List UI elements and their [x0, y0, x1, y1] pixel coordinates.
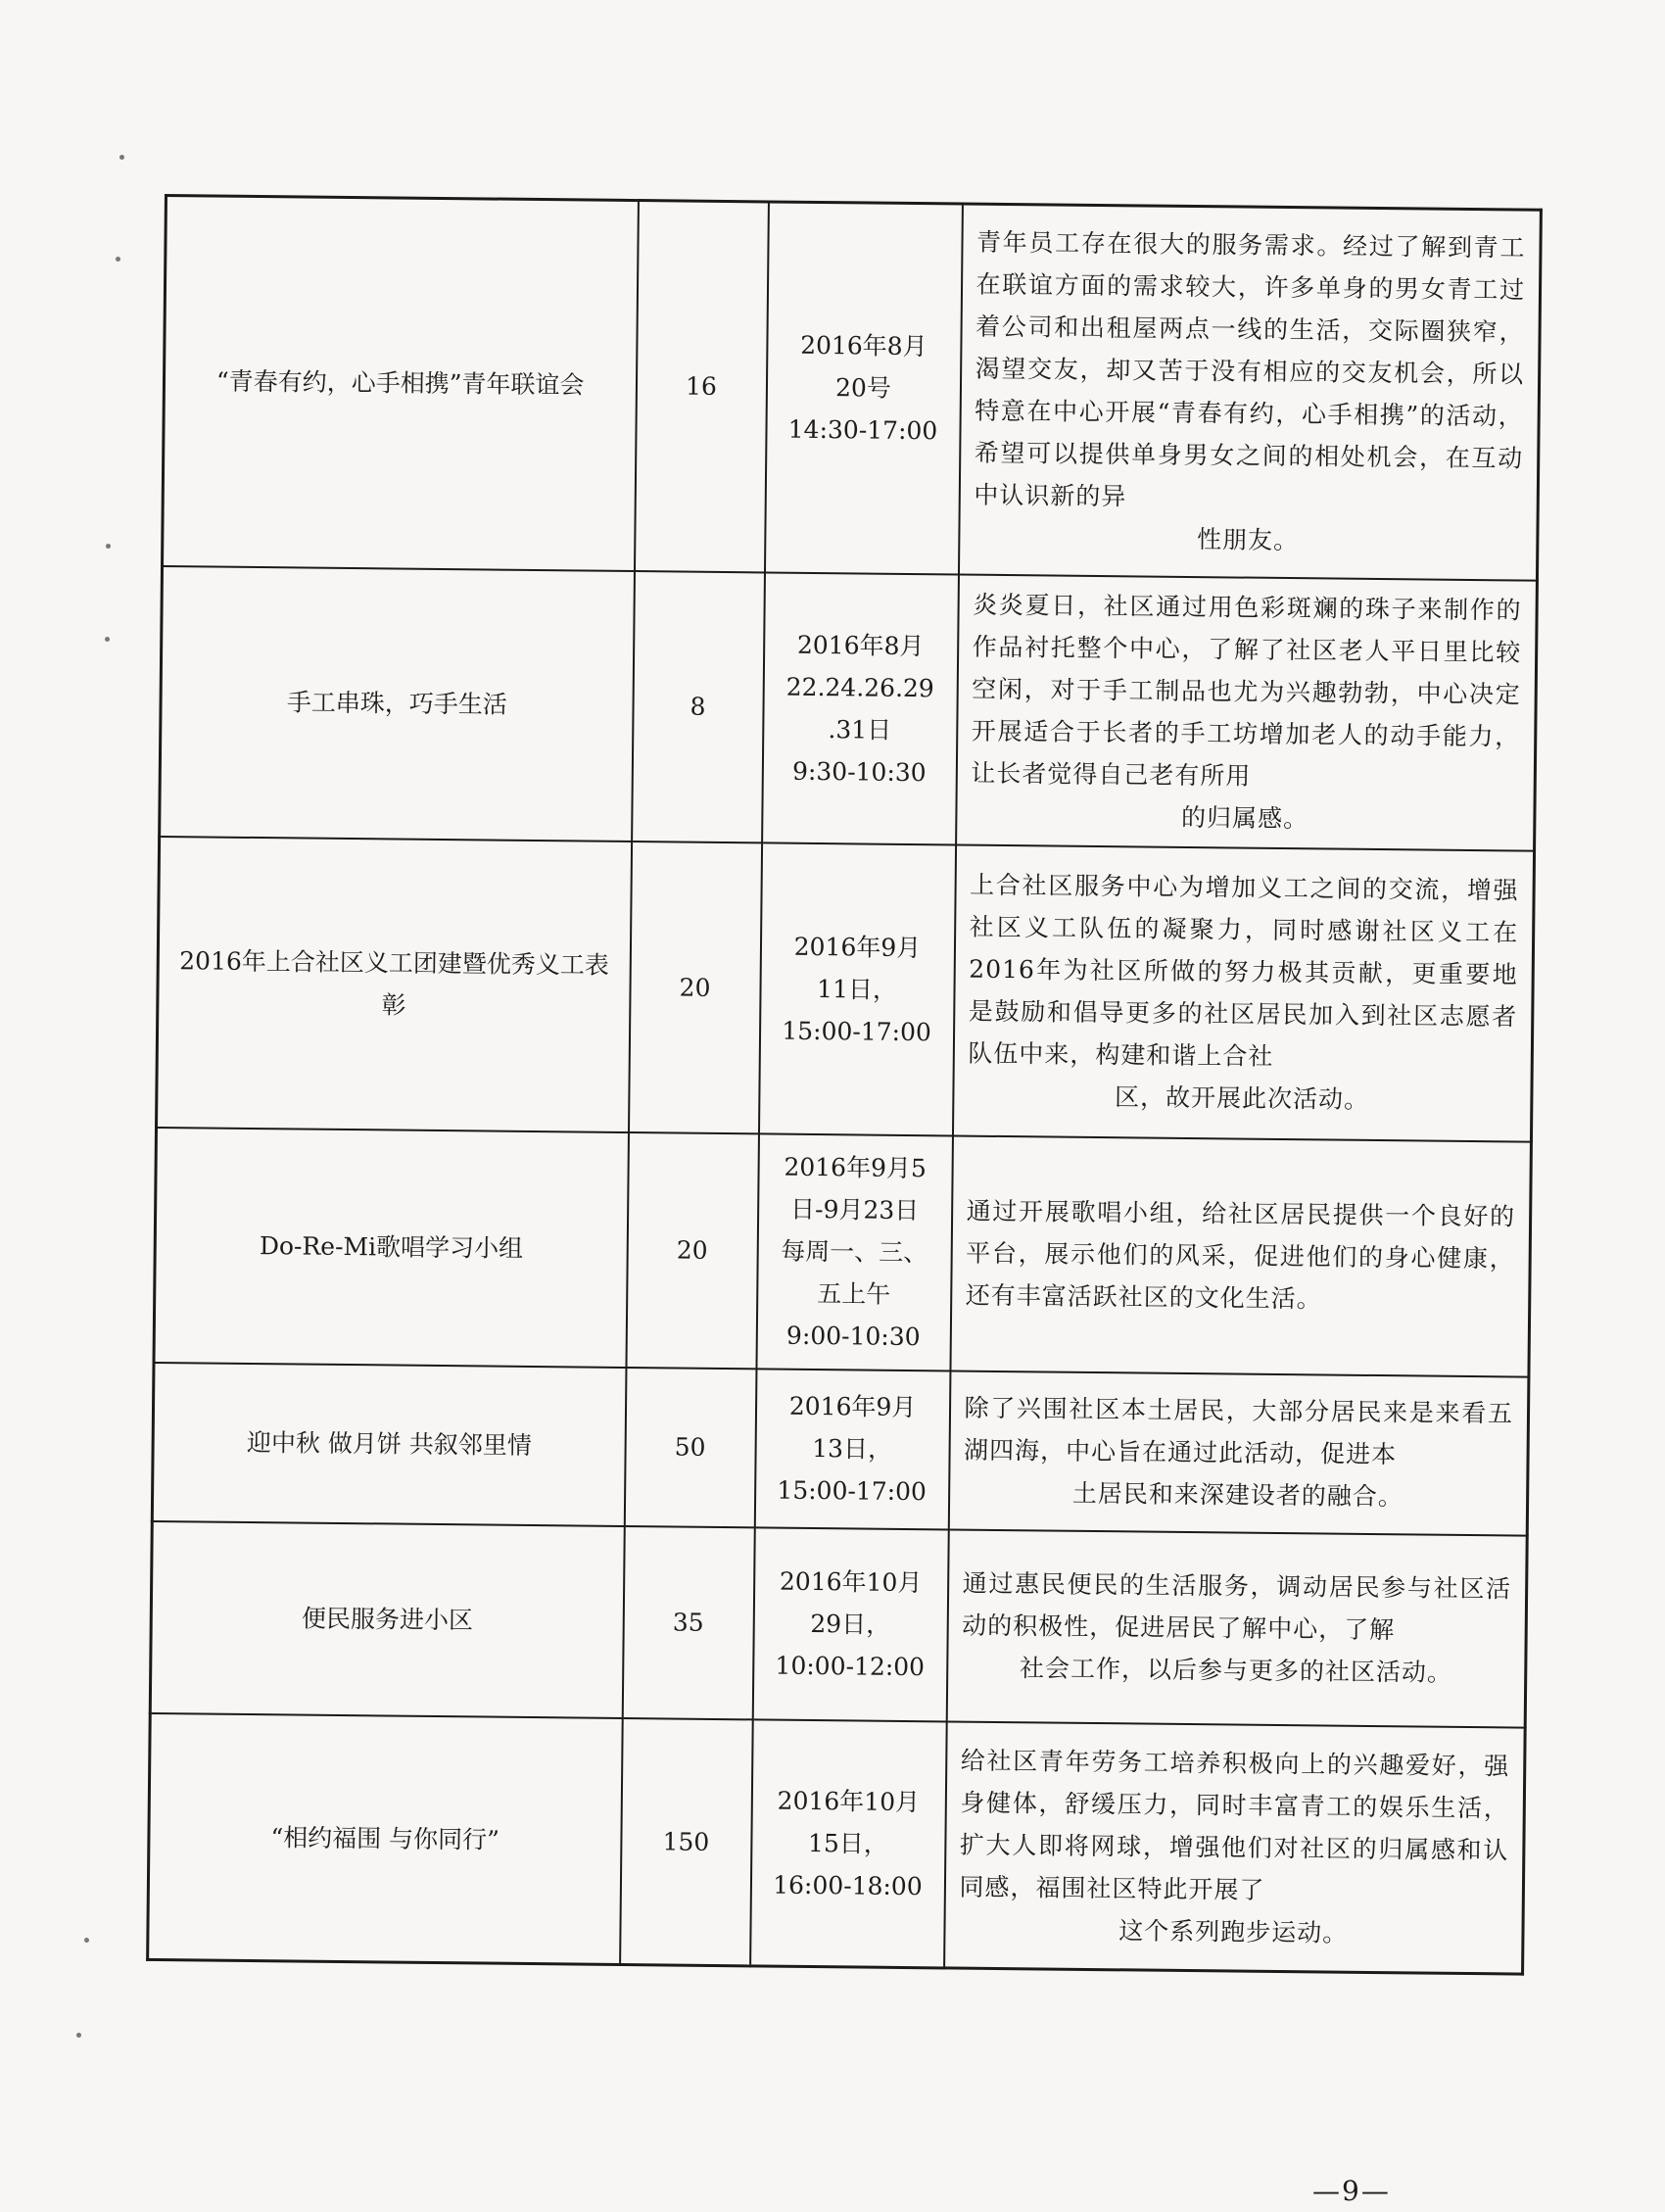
- time-line: 22.24.26.29: [785, 672, 934, 702]
- page-number: —9—: [1312, 2175, 1391, 2207]
- table-row: [152, 1362, 1529, 1535]
- time-line: 2016年9月: [788, 1391, 917, 1422]
- time-line: 2016年8月: [796, 630, 925, 660]
- description-tail: [966, 1317, 1514, 1322]
- table-row: [154, 1127, 1531, 1376]
- table-row: [157, 836, 1535, 1141]
- time-line: 2016年10月: [779, 1566, 923, 1598]
- participant-count: 8: [632, 571, 765, 842]
- time-line: 15:00-17:00: [782, 1016, 932, 1046]
- time-line: 每周一、三、: [781, 1236, 928, 1268]
- description-text: 除了兴围社区本土居民，大部分居民来是来看五湖四海，中心旨在通过此活动，促进本: [963, 1393, 1514, 1469]
- time-line: 9:30-10:30: [791, 756, 927, 787]
- table-row: [163, 196, 1542, 581]
- participant-count: 35: [622, 1525, 754, 1718]
- activity-time: [764, 202, 962, 574]
- time-line: 11日，: [816, 974, 898, 1004]
- time-line: 15:00-17:00: [777, 1475, 928, 1507]
- description-text: 通过惠民便民的生活服务，调动居民参与社区活动的积极性，促进居民了解中心，了解: [962, 1568, 1512, 1645]
- time-line: 10:00-12:00: [775, 1651, 926, 1682]
- time-line: 五上午: [817, 1279, 891, 1309]
- time-line: .31日: [828, 714, 892, 745]
- description-tail: 的归属感。: [1180, 802, 1309, 833]
- activity-description: [950, 1135, 1531, 1376]
- description-tail: 区，故开展此次活动。: [1114, 1082, 1370, 1114]
- participant-count: 150: [620, 1717, 753, 1965]
- activity-name: 便民服务进小区: [150, 1520, 624, 1717]
- time-line: 16:00-18:00: [773, 1870, 923, 1900]
- scan-speck: [105, 637, 110, 642]
- activity-name: 2016年上合社区义工团建暨优秀义工表彰: [157, 836, 632, 1131]
- participant-count: 50: [624, 1367, 756, 1526]
- time-line: 29日，: [810, 1609, 891, 1639]
- participant-count: 20: [628, 842, 761, 1133]
- activity-name: Do-Re-Mi歌唱学习小组: [154, 1127, 628, 1367]
- time-line: 14:30-17:00: [787, 414, 938, 446]
- activity-description: [948, 1370, 1529, 1535]
- activity-name: “青春有约，心手相携”青年联谊会: [163, 196, 639, 571]
- table-row: [150, 1520, 1527, 1727]
- description-text: 青年员工存在很大的服务需求。经过了解到青工在联谊方面的需求较大，许多单身的男女青工过着公司和出租屋两点一线的生活，交际圈狭窄，渴望交友，却又苦于没有相应的交友机会，所以特意在中心开展“青春有约，心手相携”的活动，希望可以提供单身男女之间的相处机会，在互动中认识新的异: [974, 227, 1526, 511]
- activity-description: [952, 844, 1534, 1141]
- activity-name: “相约福围 与你同行”: [148, 1712, 623, 1964]
- description-tail: 这个系列跑步运动。: [1118, 1916, 1349, 1948]
- description-text: 给社区青年劳务工培养积极向上的兴趣爱好，强身健体，舒缓压力，同时丰富青工的娱乐生活，扩大人即将网球，增强他们对社区的归属感和认同感，福围社区特此开展了: [959, 1746, 1510, 1904]
- time-line: 9:00-10:30: [785, 1321, 921, 1352]
- activity-description: [958, 204, 1541, 580]
- activity-name: 迎中秋 做月饼 共叙邻里情: [152, 1362, 626, 1525]
- participant-count: 16: [634, 201, 768, 572]
- activity-time: [750, 1719, 947, 1968]
- description-text: 通过开展歌唱小组，给社区居民提供一个良好的平台，展示他们的风采，促进他们的身心健康，还有丰富活跃社区的文化生活。: [965, 1196, 1516, 1314]
- activity-table: [146, 194, 1543, 1976]
- time-line: 2016年9月: [793, 932, 922, 962]
- activity-time: [752, 1527, 948, 1721]
- scan-speck: [76, 2033, 81, 2038]
- activity-time: [754, 1369, 950, 1529]
- activity-name: 手工串珠，巧手生活: [160, 565, 635, 841]
- scan-speck: [116, 257, 120, 262]
- description-tail: 土居民和来深建设者的融合。: [1071, 1478, 1404, 1512]
- time-line: 2016年8月: [799, 331, 928, 361]
- activity-description: [946, 1529, 1527, 1727]
- description-text: 上合社区服务中心为增加义工之间的交流，增强社区义工队伍的凝聚力，同时感谢社区义工在2016年为社区所做的努力极其贡献，更重要地是鼓励和倡导更多的社区居民加入到社区志愿者队伍中来，构建和谐上合社: [968, 870, 1519, 1071]
- scan-speck: [84, 1938, 89, 1943]
- activity-time: [756, 1133, 953, 1370]
- time-line: 13日，: [812, 1433, 893, 1464]
- activity-time: [758, 842, 955, 1135]
- description-tail: 社会工作，以后参与更多的社区活动。: [1019, 1654, 1453, 1687]
- time-line: 日-9月23日: [789, 1194, 920, 1226]
- scan-speck: [119, 155, 124, 160]
- description-tail: 性朋友。: [1196, 524, 1300, 554]
- table-row: [148, 1712, 1526, 1974]
- description-text: 炎炎夏日，社区通过用色彩斑斓的珠子来制作的作品衬托整个中心，了解了社区老人平日里比较空闲，对于手工制品也尤为兴趣勃勃，中心决定开展适合于长者的手工坊增加老人的动手能力，让长者觉得自己老有所用: [971, 590, 1522, 791]
- participant-count: 20: [626, 1132, 759, 1369]
- time-line: 2016年9月5: [784, 1152, 927, 1183]
- activity-description: [956, 574, 1538, 850]
- time-line: 2016年10月: [777, 1786, 921, 1816]
- time-line: 15日，: [807, 1828, 888, 1858]
- activity-description: [944, 1721, 1526, 1974]
- scan-speck: [106, 544, 111, 549]
- activity-time: [762, 572, 959, 844]
- table-row: [160, 565, 1538, 850]
- time-line: 20号: [834, 373, 892, 404]
